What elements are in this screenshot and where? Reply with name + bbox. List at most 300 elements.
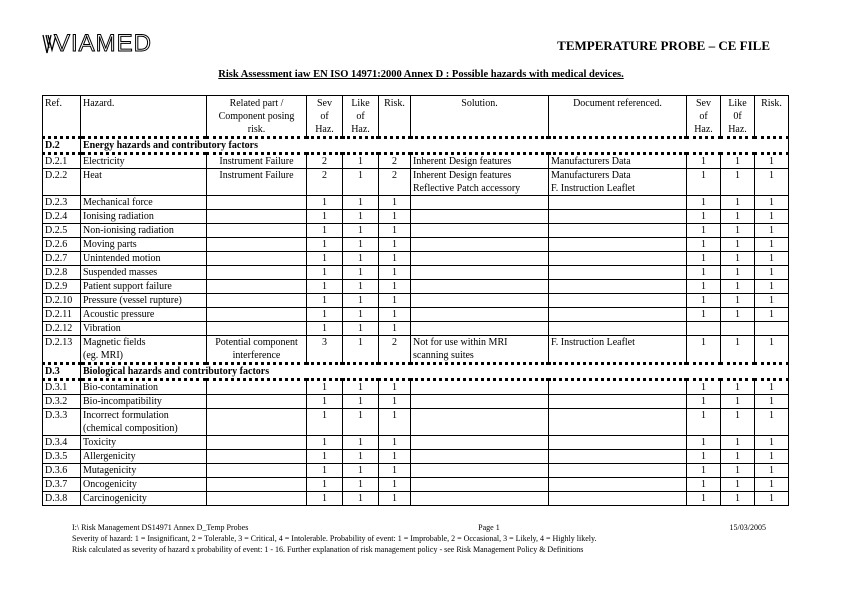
row-likelihood: 1 [343, 266, 379, 280]
row-residual-risk: 1 [755, 266, 789, 280]
row-likelihood: 1 [343, 336, 379, 364]
row-risk: 1 [379, 238, 411, 252]
row-document-referenced [549, 478, 687, 492]
row-hazard [81, 210, 207, 224]
row-document-referenced [549, 266, 687, 280]
table-header-row [43, 96, 789, 138]
row-residual-risk: 1 [755, 280, 789, 294]
row-document-referenced [549, 322, 687, 336]
row-hazard-line: Carcinogenicity [83, 493, 147, 504]
table-row [43, 238, 789, 252]
table-row [43, 380, 789, 395]
row-ref: D.3.2 [43, 395, 81, 409]
row-hazard-line: Moving parts [83, 239, 137, 250]
row-related-part [207, 492, 307, 506]
row-document-referenced [549, 380, 687, 395]
row-related-part [207, 478, 307, 492]
section-header-row [43, 138, 789, 154]
row-document-referenced-line: F. Instruction Leaflet [551, 183, 635, 194]
row-hazard [81, 478, 207, 492]
row-risk: 2 [379, 169, 411, 196]
row-ref: D.3.6 [43, 464, 81, 478]
table-row [43, 478, 789, 492]
row-residual-risk: 1 [755, 308, 789, 322]
row-hazard-line: Oncogenicity [83, 479, 137, 490]
row-ref: D.3.8 [43, 492, 81, 506]
row-likelihood: 1 [343, 308, 379, 322]
row-hazard-line: Suspended masses [83, 267, 158, 278]
row-document-referenced [549, 224, 687, 238]
row-likelihood: 1 [343, 224, 379, 238]
row-document-referenced [549, 436, 687, 450]
footer-date: 15/03/2005 [729, 523, 766, 532]
row-severity: 3 [307, 336, 343, 364]
row-severity: 1 [307, 238, 343, 252]
row-document-referenced-line: Manufacturers Data [551, 170, 631, 181]
col-header-hazard: Hazard. [81, 96, 207, 138]
row-residual-risk: 1 [755, 252, 789, 266]
row-document-referenced [549, 308, 687, 322]
row-related-part [207, 266, 307, 280]
row-hazard-line: Vibration [83, 323, 121, 334]
row-severity: 1 [307, 464, 343, 478]
row-risk: 1 [379, 322, 411, 336]
row-related-part [207, 238, 307, 252]
table-row [43, 308, 789, 322]
row-ref: D.2.5 [43, 224, 81, 238]
row-severity: 1 [307, 294, 343, 308]
row-related-part-line: Instrument Failure [219, 170, 294, 181]
row-related-part [207, 210, 307, 224]
row-residual-severity: 1 [687, 409, 721, 436]
row-likelihood: 1 [343, 210, 379, 224]
row-residual-severity [687, 322, 721, 336]
row-hazard [81, 294, 207, 308]
row-residual-risk: 1 [755, 450, 789, 464]
row-residual-severity: 1 [687, 478, 721, 492]
row-likelihood: 1 [343, 478, 379, 492]
table-subtitle: Risk Assessment iaw EN ISO 14971:2000 Annex D : Possible hazards with medical devices. [218, 69, 624, 80]
row-risk: 1 [379, 266, 411, 280]
page-footer [72, 522, 766, 555]
row-solution [411, 322, 549, 336]
row-document-referenced [549, 395, 687, 409]
row-ref: D.2.10 [43, 294, 81, 308]
row-residual-risk: 1 [755, 395, 789, 409]
row-severity: 1 [307, 478, 343, 492]
row-risk: 1 [379, 210, 411, 224]
row-likelihood: 1 [343, 169, 379, 196]
row-solution-line: Inherent Design features [413, 156, 512, 167]
table-row [43, 210, 789, 224]
row-ref: D.2.7 [43, 252, 81, 266]
row-residual-likelihood: 1 [721, 464, 755, 478]
row-residual-likelihood: 1 [721, 210, 755, 224]
row-severity: 1 [307, 492, 343, 506]
row-ref: D.2.11 [43, 308, 81, 322]
row-hazard-line: Bio-contamination [83, 382, 158, 393]
row-hazard-line: Non-ionising radiation [83, 225, 174, 236]
row-hazard [81, 169, 207, 196]
row-risk: 1 [379, 294, 411, 308]
col-header-residual-severity: Sev of Haz. [687, 96, 721, 138]
row-related-part [207, 336, 307, 364]
row-severity: 1 [307, 395, 343, 409]
row-hazard-line: Toxicity [83, 437, 117, 448]
row-residual-likelihood: 1 [721, 196, 755, 210]
row-related-part [207, 308, 307, 322]
row-hazard-line: Acoustic pressure [83, 309, 155, 320]
row-severity: 1 [307, 280, 343, 294]
row-hazard-line: Electricity [83, 156, 125, 167]
row-hazard [81, 154, 207, 169]
row-solution [411, 308, 549, 322]
row-severity: 2 [307, 154, 343, 169]
section-ref: D.2 [43, 138, 81, 154]
row-hazard [81, 266, 207, 280]
row-solution [411, 492, 549, 506]
section-header-row [43, 364, 789, 380]
row-likelihood: 1 [343, 238, 379, 252]
row-residual-likelihood: 1 [721, 280, 755, 294]
row-residual-severity: 1 [687, 380, 721, 395]
row-likelihood: 1 [343, 252, 379, 266]
row-residual-likelihood: 1 [721, 478, 755, 492]
row-residual-severity: 1 [687, 196, 721, 210]
row-ref: D.2.8 [43, 266, 81, 280]
row-ref: D.2.4 [43, 210, 81, 224]
row-document-referenced [549, 154, 687, 169]
row-risk: 1 [379, 308, 411, 322]
row-likelihood: 1 [343, 280, 379, 294]
row-residual-risk [755, 322, 789, 336]
row-residual-severity: 1 [687, 266, 721, 280]
row-document-referenced-line: F. Instruction Leaflet [551, 337, 635, 348]
row-related-part [207, 280, 307, 294]
row-related-part [207, 450, 307, 464]
row-hazard [81, 322, 207, 336]
row-residual-risk: 1 [755, 336, 789, 364]
row-likelihood: 1 [343, 380, 379, 395]
row-residual-risk: 1 [755, 436, 789, 450]
row-hazard-line: Magnetic fields [83, 337, 146, 348]
row-hazard-line: Mutagenicity [83, 465, 137, 476]
row-ref: D.2.9 [43, 280, 81, 294]
row-hazard [81, 196, 207, 210]
table-body [43, 138, 789, 506]
row-ref: D.2.12 [43, 322, 81, 336]
row-related-part [207, 409, 307, 436]
row-related-part-line: Instrument Failure [219, 156, 294, 167]
row-residual-likelihood: 1 [721, 308, 755, 322]
row-hazard [81, 450, 207, 464]
row-solution [411, 266, 549, 280]
row-solution-line: Not for use within MRI [413, 337, 508, 348]
row-residual-likelihood: 1 [721, 409, 755, 436]
row-residual-risk: 1 [755, 224, 789, 238]
row-residual-risk: 1 [755, 238, 789, 252]
row-residual-severity: 1 [687, 280, 721, 294]
row-residual-risk: 1 [755, 169, 789, 196]
row-ref: D.3.5 [43, 450, 81, 464]
row-ref: D.2.6 [43, 238, 81, 252]
row-risk: 1 [379, 395, 411, 409]
row-residual-risk: 1 [755, 380, 789, 395]
row-related-part [207, 436, 307, 450]
table-row [43, 266, 789, 280]
row-severity: 1 [307, 266, 343, 280]
col-header-severity: Sev of Haz. [307, 96, 343, 138]
row-residual-likelihood: 1 [721, 252, 755, 266]
row-residual-risk: 1 [755, 196, 789, 210]
row-residual-risk: 1 [755, 409, 789, 436]
row-document-referenced [549, 492, 687, 506]
row-risk: 1 [379, 409, 411, 436]
row-residual-severity: 1 [687, 169, 721, 196]
col-header-residual-risk: Risk. [755, 96, 789, 138]
row-residual-severity: 1 [687, 154, 721, 169]
row-severity: 1 [307, 322, 343, 336]
row-hazard-line: (chemical composition) [83, 423, 178, 434]
table-row [43, 492, 789, 506]
row-solution [411, 450, 549, 464]
row-likelihood: 1 [343, 409, 379, 436]
footer-page-number: Page 1 [478, 523, 500, 532]
row-severity: 1 [307, 252, 343, 266]
row-related-part [207, 322, 307, 336]
row-hazard-line: Heat [83, 170, 102, 181]
row-risk: 1 [379, 492, 411, 506]
table-row [43, 224, 789, 238]
row-ref: D.3.1 [43, 380, 81, 395]
row-solution [411, 395, 549, 409]
footer-risk-note: Risk calculated as severity of hazard x probability of event: 1 - 16. Further explanation of risk management policy - see Risk Management Policy & Definitions [72, 545, 584, 554]
row-severity: 1 [307, 308, 343, 322]
row-document-referenced [549, 280, 687, 294]
row-solution [411, 169, 549, 196]
row-risk: 2 [379, 336, 411, 364]
row-residual-risk: 1 [755, 294, 789, 308]
row-hazard-line: Allergenicity [83, 451, 136, 462]
row-solution [411, 409, 549, 436]
row-hazard-line: Pressure (vessel rupture) [83, 295, 182, 306]
col-header-ref: Ref. [43, 96, 81, 138]
col-header-solution: Solution. [411, 96, 549, 138]
row-hazard-line: Ionising radiation [83, 211, 154, 222]
table-row [43, 409, 789, 436]
row-document-referenced-line: Manufacturers Data [551, 156, 631, 167]
row-risk: 1 [379, 436, 411, 450]
row-likelihood: 1 [343, 154, 379, 169]
row-document-referenced [549, 409, 687, 436]
col-header-related-part: Related part / Component posing risk. [207, 96, 307, 138]
row-residual-likelihood [721, 322, 755, 336]
row-residual-severity: 1 [687, 464, 721, 478]
row-risk: 1 [379, 464, 411, 478]
row-hazard [81, 336, 207, 364]
col-header-document-referenced: Document referenced. [549, 96, 687, 138]
row-document-referenced [549, 210, 687, 224]
row-residual-likelihood: 1 [721, 436, 755, 450]
row-solution [411, 224, 549, 238]
row-residual-severity: 1 [687, 336, 721, 364]
section-title: Energy hazards and contributory factors [81, 138, 789, 154]
row-likelihood: 1 [343, 395, 379, 409]
row-related-part [207, 464, 307, 478]
row-hazard [81, 380, 207, 395]
row-related-part-line: interference [232, 350, 281, 361]
row-solution [411, 196, 549, 210]
row-residual-severity: 1 [687, 210, 721, 224]
row-document-referenced [549, 169, 687, 196]
col-header-risk: Risk. [379, 96, 411, 138]
table-row [43, 169, 789, 196]
row-hazard-line: Unintended motion [83, 253, 161, 264]
row-residual-severity: 1 [687, 436, 721, 450]
row-hazard [81, 464, 207, 478]
row-residual-risk: 1 [755, 210, 789, 224]
row-residual-likelihood: 1 [721, 395, 755, 409]
row-document-referenced [549, 464, 687, 478]
row-severity: 1 [307, 380, 343, 395]
row-hazard-line: (eg. MRI) [83, 350, 123, 361]
table-row [43, 322, 789, 336]
row-hazard [81, 308, 207, 322]
row-severity: 1 [307, 196, 343, 210]
row-residual-likelihood: 1 [721, 380, 755, 395]
table-row [43, 395, 789, 409]
table-row [43, 196, 789, 210]
row-solution [411, 210, 549, 224]
row-risk: 1 [379, 478, 411, 492]
row-risk: 1 [379, 196, 411, 210]
row-hazard [81, 436, 207, 450]
row-residual-severity: 1 [687, 395, 721, 409]
row-related-part [207, 224, 307, 238]
row-risk: 1 [379, 224, 411, 238]
row-risk: 1 [379, 450, 411, 464]
row-likelihood: 1 [343, 436, 379, 450]
footer-severity-legend: Severity of hazard: 1 = Insignificant, 2 = Tolerable, 3 = Critical, 4 = Intolerable. Probability of event: 1 = Improbable, 2 = Occasional, 3 = Likely, 4 = Highly likely. [72, 534, 597, 543]
row-ref: D.3.7 [43, 478, 81, 492]
row-document-referenced [549, 196, 687, 210]
row-likelihood: 1 [343, 294, 379, 308]
row-risk: 1 [379, 252, 411, 266]
table-row [43, 294, 789, 308]
section-title: Biological hazards and contributory factors [81, 364, 789, 380]
row-hazard-line: Patient support failure [83, 281, 172, 292]
row-related-part [207, 395, 307, 409]
row-residual-severity: 1 [687, 492, 721, 506]
row-hazard-line: Bio-incompatibility [83, 396, 162, 407]
row-likelihood: 1 [343, 450, 379, 464]
logo-text: VIAMED [54, 30, 153, 57]
col-header-residual-likelihood: Like 0f Haz. [721, 96, 755, 138]
row-solution [411, 336, 549, 364]
table-row [43, 436, 789, 450]
row-severity: 1 [307, 210, 343, 224]
row-residual-risk: 1 [755, 492, 789, 506]
col-header-likelihood: Like of Haz. [343, 96, 379, 138]
row-residual-likelihood: 1 [721, 154, 755, 169]
table-row [43, 252, 789, 266]
row-residual-likelihood: 1 [721, 492, 755, 506]
row-residual-risk: 1 [755, 154, 789, 169]
row-severity: 1 [307, 436, 343, 450]
row-hazard-line: Incorrect formulation [83, 410, 169, 421]
row-residual-likelihood: 1 [721, 266, 755, 280]
row-hazard [81, 409, 207, 436]
row-risk: 1 [379, 280, 411, 294]
row-related-part [207, 154, 307, 169]
row-ref: D.2.1 [43, 154, 81, 169]
table-row [43, 280, 789, 294]
row-residual-severity: 1 [687, 450, 721, 464]
row-solution [411, 464, 549, 478]
row-severity: 1 [307, 224, 343, 238]
row-ref: D.2.13 [43, 336, 81, 364]
table-row [43, 154, 789, 169]
row-related-part [207, 294, 307, 308]
row-document-referenced [549, 294, 687, 308]
row-residual-risk: 1 [755, 478, 789, 492]
row-residual-severity: 1 [687, 308, 721, 322]
table-row [43, 336, 789, 364]
row-document-referenced [549, 238, 687, 252]
row-solution [411, 154, 549, 169]
row-residual-likelihood: 1 [721, 169, 755, 196]
row-residual-likelihood: 1 [721, 336, 755, 364]
row-solution [411, 436, 549, 450]
row-ref: D.2.2 [43, 169, 81, 196]
row-residual-severity: 1 [687, 224, 721, 238]
row-solution [411, 478, 549, 492]
row-hazard [81, 395, 207, 409]
row-hazard [81, 224, 207, 238]
row-hazard [81, 238, 207, 252]
row-residual-likelihood: 1 [721, 294, 755, 308]
row-residual-likelihood: 1 [721, 224, 755, 238]
row-risk: 1 [379, 380, 411, 395]
row-solution [411, 294, 549, 308]
row-hazard [81, 492, 207, 506]
row-residual-severity: 1 [687, 294, 721, 308]
row-residual-severity: 1 [687, 238, 721, 252]
row-likelihood: 1 [343, 464, 379, 478]
row-related-part [207, 196, 307, 210]
table-row [43, 464, 789, 478]
row-likelihood: 1 [343, 492, 379, 506]
row-solution [411, 252, 549, 266]
row-solution [411, 280, 549, 294]
table-row [43, 450, 789, 464]
row-related-part-line: Potential component [215, 337, 298, 348]
row-related-part [207, 380, 307, 395]
row-solution-line: scanning suites [413, 350, 474, 361]
row-solution [411, 380, 549, 395]
row-document-referenced [549, 450, 687, 464]
row-residual-likelihood: 1 [721, 238, 755, 252]
row-solution-line: Reflective Patch accessory [413, 183, 521, 194]
footer-file-path: I:\ Risk Management DS14971 Annex D_Temp Probes [72, 523, 249, 532]
row-related-part [207, 252, 307, 266]
row-residual-likelihood: 1 [721, 450, 755, 464]
row-severity: 1 [307, 409, 343, 436]
row-ref: D.3.3 [43, 409, 81, 436]
row-hazard-line: Mechanical force [83, 197, 153, 208]
row-solution-line: Inherent Design features [413, 170, 512, 181]
row-likelihood: 1 [343, 196, 379, 210]
